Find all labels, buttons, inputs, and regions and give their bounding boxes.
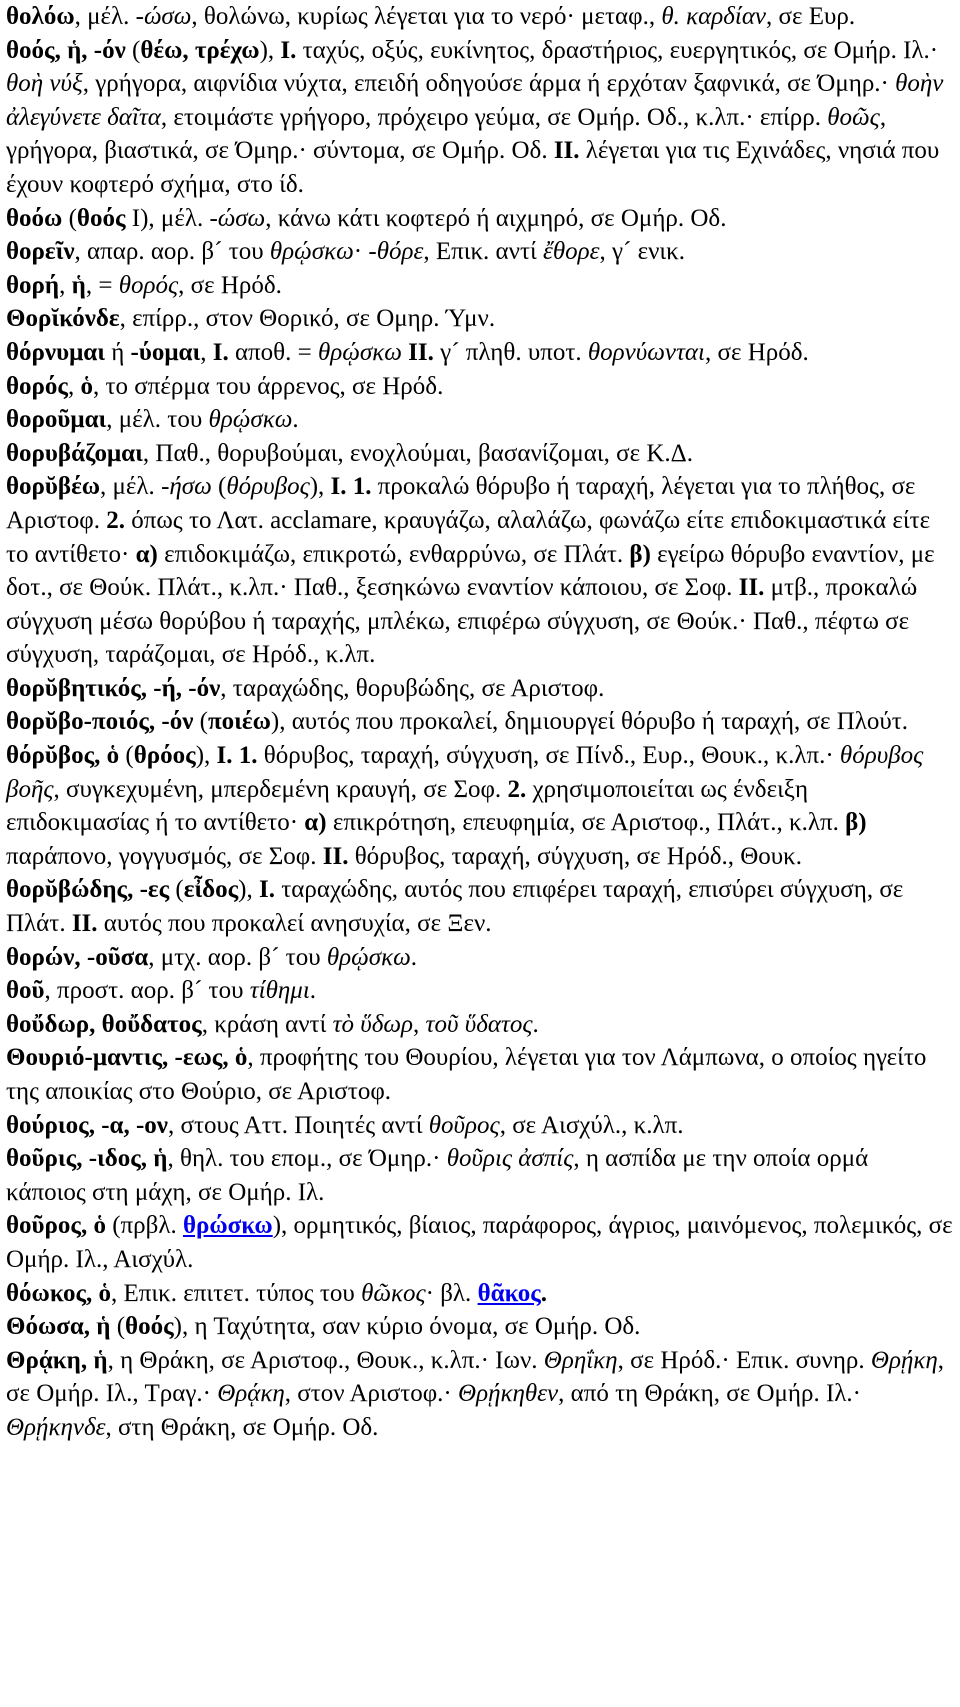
dictionary-entry (6, 437, 954, 471)
definition-text: ( (125, 36, 141, 64)
quoted-form-text: ἔθορε (543, 238, 600, 266)
definition-text: , κράση αντί (201, 1010, 333, 1038)
definition-text: I), μέλ. (125, 204, 210, 232)
dictionary-entry (6, 974, 954, 1008)
definition-text: , σε Αισχύλ., κ.λπ. (499, 1111, 684, 1139)
definition-text: παράπονο, γογγυσμός, σε Σοφ. (6, 842, 323, 870)
definition-text: αυτός που προκαλεί ανησυχία, σε Ξεν. (97, 910, 492, 938)
headword-text: β) (629, 540, 651, 568)
headword-text: θορός (6, 372, 68, 400)
definition-text: , κάνω κάτι κοφτερό ή αιχμηρό, σε Ομήρ. Οδ. (265, 204, 727, 232)
definition-text: · βλ. (425, 1279, 478, 1307)
definition-text: ), (195, 742, 217, 770)
headword-text: II. (322, 842, 349, 870)
quoted-form-text: θόρυβος (226, 473, 310, 501)
definition-text: ), (259, 36, 281, 64)
definition-text: , σε Ηρόδ. (705, 338, 809, 366)
headword-text: θούριος, -α, -ον (6, 1111, 168, 1139)
definition-text: ( (110, 1313, 126, 1341)
quoted-form-text: Θρῄκηθεν (458, 1380, 559, 1408)
headword-text: θοός (76, 204, 126, 232)
dictionary-entry (6, 1310, 954, 1344)
headword-text: θοροῦμαι (6, 406, 107, 434)
definition-text: , μέλ. (74, 3, 136, 30)
headword-text: θοός, ἡ, -όν (6, 36, 126, 64)
headword-text: . (540, 1279, 548, 1307)
headword-text: θορῠβο-ποιός, -όν (6, 708, 194, 736)
quoted-form-text: θ. καρδίαν (661, 3, 767, 30)
definition-text: , θολώνω, κυρίως λέγεται για το νερό· μεταφ., (191, 3, 662, 30)
definition-text: , σε Ηρόδ. (178, 271, 282, 299)
definition-text: (πρβλ. (105, 1212, 183, 1240)
definition-text: . (532, 1010, 539, 1038)
definition-text: , σε Ευρ. (766, 3, 856, 30)
definition-text: ταραχώδης, αυτός που επιφέρει ταραχή, επισύρει σύγχυση, σε Πλάτ. (6, 876, 904, 938)
quoted-form-text: Θρῄκηνδε (6, 1413, 106, 1441)
definition-text: όπως το Λατ. acclamare, κραυγάζω, αλαλάζω, φωνάζω είτε επιδοκιμαστικά είτε το αντίθετο· (6, 506, 931, 568)
quoted-form-text: θοὴ νύξ (6, 70, 83, 98)
headword-text: α) (304, 809, 327, 837)
headword-text: θορυβάζομαι (6, 439, 143, 467)
headword-text: θορῠβητικός, -ή, -όν (6, 674, 221, 702)
quoted-form-text: θοὴν ἀλεγύνετε δαῖτα (6, 70, 944, 131)
definition-text: ( (119, 742, 134, 770)
headword-text: θρόος (133, 742, 196, 770)
quoted-form-text: τοῦ ὕδατος (425, 1010, 533, 1038)
dictionary-entry (6, 336, 954, 370)
definition-text: . (292, 406, 299, 434)
quoted-form-text: θοῦρος (428, 1111, 500, 1139)
quoted-form-text: θοῶς (827, 103, 880, 131)
quoted-form-text: θρῴσκω (269, 238, 354, 266)
dictionary-entry (6, 873, 954, 940)
quoted-form-text: θρῴσκω (208, 406, 293, 434)
cross-reference-link[interactable]: θρώσκω (182, 1212, 273, 1240)
headword-text: θέω, τρέχω (140, 36, 260, 64)
definition-text: , απαρ. αορ. β´ του (74, 238, 270, 266)
dictionary-entry (6, 739, 954, 873)
headword-text: II. (71, 910, 98, 938)
cross-reference-link[interactable]: θᾶκος (477, 1279, 541, 1307)
headword-text: θόρνυμαι (6, 338, 105, 366)
headword-text: Θρᾴκη, ἡ (6, 1346, 108, 1374)
definition-text: εγείρω θόρυβο εναντίον, με δοτ., σε Θούκ. Πλάτ., κ.λπ.· Παθ., ξεσηκώνω εναντίον κάποιου, σε Σοφ. (6, 540, 935, 602)
definition-text: επιδοκιμάζω, επικροτώ, ενθαρρύνω, σε Πλάτ. (157, 540, 630, 568)
definition-text: θόρυβος, ταραχή, σύγχυση, σε Πίνδ., Ευρ., Θουκ., κ.λπ.· (257, 742, 840, 770)
definition-text: , μέλ. (100, 473, 162, 501)
quoted-form-text: θόρυβος βοῆς (6, 742, 924, 803)
dictionary-entry (6, 672, 954, 706)
definition-text: γ´ πληθ. υποτ. (433, 338, 588, 366)
quoted-form-text: θρῴσκω (318, 338, 402, 366)
dictionary-entry (6, 1142, 954, 1209)
definition-text: ή (104, 338, 131, 366)
definition-text: , θηλ. του επομ., σε Όμηρ.· (167, 1145, 447, 1173)
definition-text: , Παθ., θορυβούμαι, ενοχλούμαι, βασανίζομαι, σε Κ.Δ. (142, 439, 693, 467)
quoted-form-text: -θόρε (368, 238, 424, 266)
definition-text: ), (238, 876, 259, 904)
definition-text: , προστ. αορ. β´ του (44, 977, 250, 1005)
definition-text: , γρήγορα, βιαστικά, σε Όμηρ.· σύντομα, σε Ομήρ. Οδ. (6, 103, 887, 165)
definition-text: . (309, 977, 317, 1005)
definition-text: , το σπέρμα του άρρενος, σε Ηρόδ. (92, 372, 444, 400)
definition-text: , σε Ηρόδ.· Επικ. συνηρ. (617, 1346, 871, 1374)
headword-text: θολόω (6, 3, 75, 30)
definition-text: , μτχ. αορ. β´ του (148, 943, 327, 971)
dictionary-entry (6, 269, 954, 303)
headword-text: Θουριό-μαντις, -εως, ὁ (6, 1044, 248, 1072)
headword-text: θοῦρος, ὁ (6, 1212, 106, 1240)
definition-text: , γ´ ενικ. (599, 238, 685, 266)
quoted-form-text: θορός (118, 271, 179, 299)
definition-text: , ετοιμάστε γρήγορο, πρόχειρο γεύμα, σε Ομήρ. Οδ., κ.λπ.· επίρρ. (160, 103, 828, 131)
dictionary-entry (6, 202, 954, 236)
headword-text: εἶδος (183, 876, 239, 904)
headword-text: II. (738, 574, 765, 602)
definition-text: , Επικ. επιτετ. τύπος του (111, 1279, 362, 1307)
definition-text: ), αυτός που προκαλεί, δημιουργεί θόρυβο ή ταραχή, σε Πλούτ. (270, 708, 909, 736)
dictionary-entry (6, 0, 954, 34)
headword-text: θοὔδωρ, θοὔδατος (6, 1010, 202, 1038)
definition-text: αποθ. = (228, 338, 318, 366)
definition-text: χρησιμοποιείται ως ένδειξη επιδοκιμασίας ή το αντίθετο· (6, 775, 809, 837)
headword-text: 2. (507, 775, 527, 803)
definition-text: , η Θράκη, σε Αριστοφ., Θουκ., κ.λπ.· Ιων. (107, 1346, 544, 1374)
definition-text: ( (211, 473, 227, 501)
headword-text: ὁ (80, 372, 93, 400)
definition-text: ( (62, 204, 77, 232)
dictionary-entry (6, 1109, 954, 1143)
definition-text: ( (193, 708, 208, 736)
headword-text: θοῦρις, -ιδος, ἡ (6, 1145, 168, 1173)
quoted-form-text: τὸ ὕδωρ (332, 1010, 414, 1038)
headword-text: II. (553, 137, 580, 165)
quoted-form-text: τίθημι (249, 977, 310, 1005)
headword-text: II. (408, 338, 434, 366)
definition-text: , μέλ. του (106, 406, 209, 434)
definition-text: , ταραχώδης, θορυβώδης, σε Αριστοφ. (220, 674, 605, 702)
headword-text: -ύομαι (130, 338, 201, 366)
headword-text: ἡ (71, 271, 86, 299)
headword-text: θοός (125, 1313, 174, 1341)
dictionary-entry (6, 1277, 954, 1311)
definition-text: , (200, 338, 213, 366)
headword-text: Θορῐκόνδε (6, 305, 120, 333)
dictionary-entry (6, 403, 954, 437)
quoted-form-text: Θρῄκη (870, 1346, 938, 1374)
definition-text: μτβ., προκαλώ σύγχυση μέσω θορύβου ή ταραχής, μπλέκω, επιφέρω σύγχυση, σε Θούκ.· Παθ., πέφτω σε σύγχυση, ταράζομαι, σε Ηρόδ., κ.λπ. (6, 574, 918, 669)
dictionary-entry (6, 1008, 954, 1042)
definition-text: , στους Αττ. Ποιητές αντί (167, 1111, 429, 1139)
dictionary-entry (6, 941, 954, 975)
headword-text: Θόωσα, ἡ (6, 1313, 111, 1341)
headword-text: θορῠβέω (6, 473, 101, 501)
dictionary-entry (6, 1209, 954, 1276)
dictionary-entry (6, 470, 954, 672)
quoted-form-text: -ήσω (161, 473, 212, 501)
definition-text: , επίρρ., στον Θορικό, σε Ομηρ. Ύμν. (119, 305, 496, 333)
quoted-form-text: θῶκος (361, 1279, 426, 1307)
dictionary-entry (6, 1344, 954, 1445)
definition-text: ), ορμητικός, βίαιος, παράφορος, άγριος, μαινόμενος, πολεμικός, σε Ομήρ. Ιλ., Αισχύλ. (6, 1212, 953, 1273)
quoted-form-text: -ώσω (135, 3, 192, 30)
definition-text: ταχύς, οξύς, ευκίνητος, δραστήριος, ευεργητικός, σε Ομήρ. Ιλ.· (296, 36, 939, 64)
definition-text: ), (309, 473, 331, 501)
headword-text: α) (135, 540, 158, 568)
definition-text: ), η Ταχύτητα, σαν κύριο όνομα, σε Ομήρ. Οδ. (173, 1313, 641, 1341)
headword-text: I. 1. (330, 473, 372, 501)
definition-text: λέγεται για τις Εχινάδες, νησιά που έχουν κοφτερό σχήμα, στο ίδ. (6, 137, 940, 198)
headword-text: ποιέω (207, 708, 271, 736)
headword-text: θορεῖν (6, 238, 75, 266)
headword-text: I. (212, 338, 229, 366)
definition-text: , = (85, 271, 119, 299)
dictionary-entry (6, 370, 954, 404)
quoted-form-text: -ώσω (209, 204, 266, 232)
quoted-form-text: θορνύωνται (587, 338, 706, 366)
definition-text: θόρυβος, ταραχή, σύγχυση, σε Ηρόδ., Θουκ. (348, 842, 803, 870)
headword-text: 2. (106, 506, 125, 534)
dictionary-entry (6, 705, 954, 739)
headword-text: I. (280, 36, 297, 64)
definition-text: , γρήγορα, αιφνίδια νύχτα, επειδή οδηγούσε άρμα ή ερχόταν ξαφνικά, σε Όμηρ.· (82, 70, 896, 98)
definition-text: , στον Αριστοφ.· (284, 1380, 459, 1408)
definition-text: ( (169, 876, 184, 904)
definition-text: , προφήτης του Θουρίου, λέγεται για τον Λάμπωνα, ο οποίος ηγείτο της αποικίας στο Θούριο, σε Αριστοφ. (6, 1044, 927, 1105)
headword-text: θορών, -οῦσα (6, 943, 149, 971)
quoted-form-text: θρῴσκω (326, 943, 411, 971)
definition-text: προκαλώ θόρυβο ή ταραχή, λέγεται για το πλήθος, σε Αριστοφ. (6, 473, 916, 534)
definition-text: , στη Θράκη, σε Ομήρ. Οδ. (105, 1413, 379, 1441)
definition-text: , (59, 271, 72, 299)
dictionary-entry (6, 302, 954, 336)
dictionary-entry (6, 235, 954, 269)
definition-text: , από τη Θράκη, σε Ομήρ. Ιλ.· (558, 1380, 862, 1408)
quoted-form-text: Θρηΐκη (543, 1346, 618, 1374)
quoted-form-text: Θρᾴκη (217, 1380, 285, 1408)
definition-text: επικρότηση, επευφημία, σε Αριστοφ., Πλάτ., κ.λπ. (326, 809, 846, 837)
definition-text: , η ασπίδα με την οποία ορμά κάποιος στη μάχη, σε Ομήρ. Ιλ. (6, 1145, 869, 1206)
headword-text: θόρῠβος, ὁ (6, 742, 120, 770)
headword-text: θόωκος, ὁ (6, 1279, 112, 1307)
quoted-form-text: θοῦρις ἀσπίς (446, 1145, 574, 1173)
headword-text: I. 1. (216, 742, 258, 770)
dictionary-entry (6, 1041, 954, 1108)
definition-text: , Επικ. αντί (423, 238, 543, 266)
definition-text: , (67, 372, 81, 400)
definition-text: , (413, 1010, 426, 1038)
definition-text: · (353, 238, 369, 266)
headword-text: θορή (6, 271, 60, 299)
headword-text: θοόω (6, 204, 63, 232)
dictionary-entry (6, 34, 954, 202)
definition-text: , σε Ομήρ. Ιλ., Τραγ.· (6, 1346, 944, 1408)
headword-text: θοῦ (6, 977, 45, 1005)
definition-text: , συγκεχυμένη, μπερδεμένη κραυγή, σε Σοφ. (53, 775, 508, 803)
headword-text: θορῠβώδης, -ες (6, 876, 170, 904)
headword-text: I. (259, 876, 275, 904)
definition-text: . (410, 943, 417, 971)
headword-text: β) (845, 809, 867, 837)
